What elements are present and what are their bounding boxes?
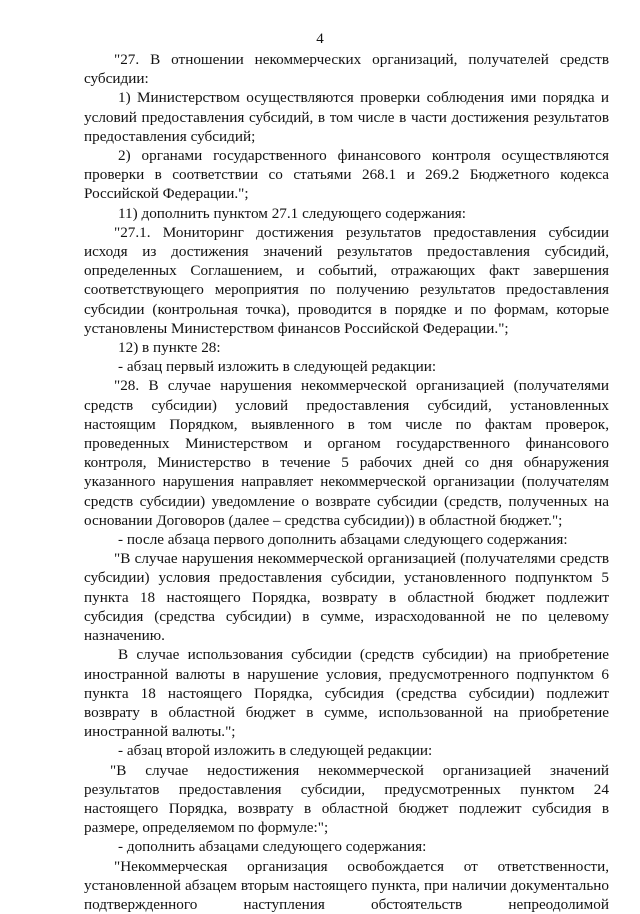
paragraph-amendment-11: 11) дополнить пунктом 27.1 следующего содержания: bbox=[118, 204, 466, 222]
paragraph-non-achievement: "В случае недостижения некоммерческой организацией значений результатов предоставления субсидии, предусмотренных пунктом 24 настоящего Порядка, возврату в областной бюджет подлежит субсидия в размере, определяемом по формуле:"; bbox=[84, 761, 609, 837]
paragraph-27-1: "27.1. Мониторинг достижения результатов предоставления субсидии исходя из достижения значений результатов предоставления субсидий, определенных Соглашением, и событий, отражающих факт завершения соответствующего мероприятия по получению результатов предоставления субсидии (контрольная точка), проводится в порядке и по формам, которые установлены Министерством финансов Российской Федерации."; bbox=[84, 223, 609, 337]
paragraph-instruction-second: - абзац второй изложить в следующей редакции: bbox=[118, 742, 433, 760]
page-number: 4 bbox=[316, 31, 324, 47]
document-body bbox=[84, 50, 609, 914]
paragraph-violation-case: "В случае нарушения некоммерческой организацией (получателями средств субсидии) условия предоставления субсидии, установленного подпунктом 5 пункта 18 настоящего Порядка, возврату в областной бюджет подлежит субсидия (средства субсидии) в сумме, израсходованной не по целевому назначению. bbox=[84, 550, 609, 645]
paragraph-28: "28. В случае нарушения некоммерческой организацией (получателями средств субсидии) условий предоставления субсидий, установленных настоящим Порядком, выявленного в том числе по фактам проверок, проведенных Министерством и органом государственного финансового контроля, Министерство в течение 5 рабочих дней со дня обнаружения указанного нарушения направляет некоммерческой организации (получателям средств субсидии) уведомление о возврате субсидии (средств, полученных на основании Договоров (далее – средства субсидии)) в областной бюджет."; bbox=[84, 377, 609, 529]
paragraph-27-item-2: 2) органами государственного финансового контроля осуществляются проверки в соответствии со статьями 268.1 и 269.2 Бюджетного кодекса Российской Федерации."; bbox=[84, 147, 609, 203]
paragraph-amendment-12: 12) в пункте 28: bbox=[118, 339, 221, 357]
paragraph-currency-case: В случае использования субсидии (средств субсидии) на приобретение иностранной валюты в нарушение условия, предусмотренного подпунктом 6 пункта 18 настоящего Порядка, субсидия (средства субсидии) подлежит возврату в областной бюджет в сумме, использованной на приобретение иностранной валюты."; bbox=[84, 646, 609, 741]
paragraph-force-majeure: "Некоммерческая организация освобождается от ответственности, установленной абзацем вторым настоящего пункта, при наличии документально подтвержденного наступления обстоятельств непреодолимой bbox=[84, 857, 609, 913]
paragraph-instruction-first: - абзац первый изложить в следующей редакции: bbox=[118, 358, 437, 376]
paragraph-instruction-add: - дополнить абзацами следующего содержания: bbox=[118, 838, 427, 856]
paragraph-27-intro: "27. В отношении некоммерческих организаций, получателей средств субсидии: bbox=[84, 51, 609, 88]
paragraph-instruction-after-first: - после абзаца первого дополнить абзацами следующего содержания: bbox=[118, 531, 568, 549]
paragraph-27-item-1: 1) Министерством осуществляются проверки соблюдения ими порядка и условий предоставления субсидий, в том числе в части достижения результатов предоставления субсидий; bbox=[84, 89, 609, 145]
